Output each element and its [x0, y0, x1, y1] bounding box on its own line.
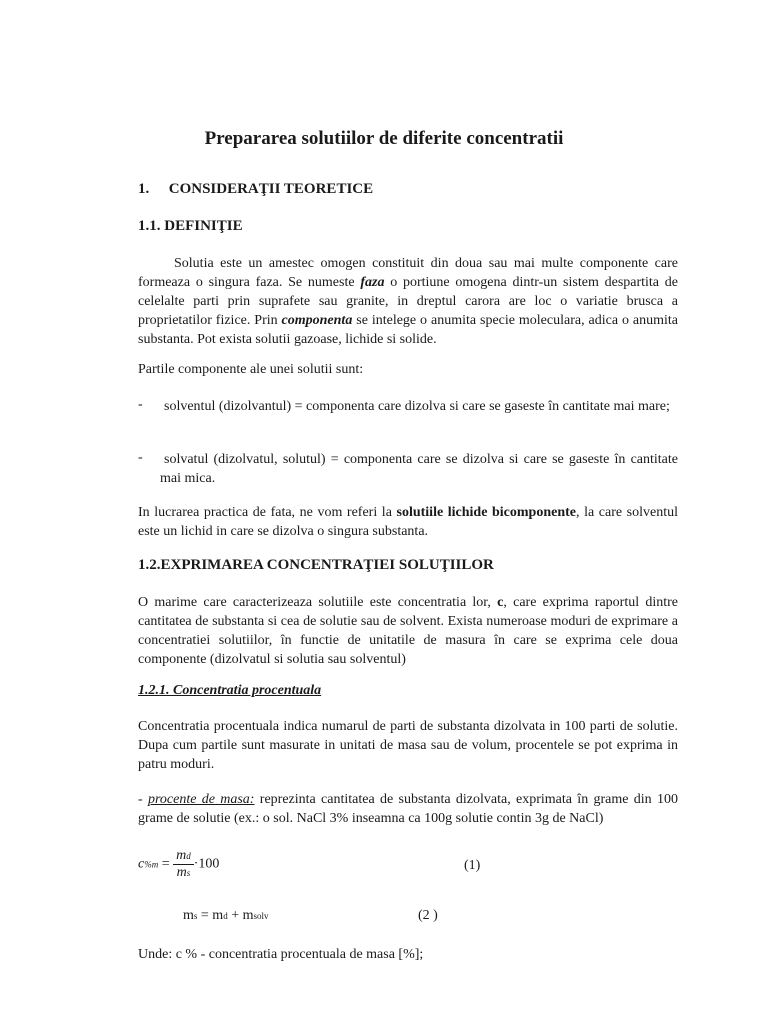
procente-masa-paragraph: - procente de masa: reprezinta cantitatea de substanta dizolvata, exprimata în grame din 100 grame de solutie (ex.: o sol. NaCl 3% inseamna ca 100g solutie contin 3g de NaCl) [138, 792, 678, 826]
section-label: CONSIDERAŢII TEORETICE [168, 181, 374, 197]
term-componenta: componenta [281, 313, 353, 328]
page-title: Prepararea solutiilor de diferite concentratii [204, 128, 564, 149]
symbol-c: c [497, 595, 504, 610]
list-item-dash: - [138, 397, 143, 412]
term-procente-masa: procente de masa: [147, 792, 255, 807]
section-heading-1 [138, 181, 373, 198]
section-number: 1. [138, 181, 150, 197]
formula-1: c%m = $\frac{md}{ms}$ ·100 [138, 848, 220, 880]
unde-line: Unde: c % - concentratia procentuala de masa [%]; [138, 947, 424, 962]
definition-paragraph: Solutia este un amestec omogen constituit din doua sau mai multe componente care formeaza o singura faza. Se numeste faza o portiune omogena dintr-un sistem despartita de celelalte parti prin suprafete sau granite, in dreptul carora are loc o variatie brusca a proprietatilor fizice. Prin componenta se intelege o anumita specie moleculara, adica o anumita substanta. Pot exista solutii gazoase, lichide si solide. [138, 256, 678, 347]
term-faza: faza [360, 275, 385, 290]
lucrarea-paragraph: In lucrarea practica de fata, ne vom referi la solutiile lichide bicomponente, la care solventul este un lichid in care se dizolva o singura substanta. [138, 505, 679, 539]
procentuala-paragraph: Concentratia procentuala indica numarul de parti de substanta dizolvata in 100 parti de solutie. Dupa cum partile sunt masurate in unitati de masa sau de volum, procentele se pot exprima in patru moduri. [138, 719, 678, 772]
formula-2-label: (2 ) [418, 908, 438, 923]
formula-1-label: (1) [464, 858, 481, 873]
list-item-solvat: solvatul (dizolvatul, solutul) = componenta care se dizolva si care se gaseste în cantitate mai mica. [160, 452, 678, 486]
concentration-paragraph: O marime care caracterizeaza solutiile este concentratia lor, c, care exprima raportul dintre cantitatea de substanta si cea de solutie sau de solvent. Exista numeroase moduri de exprimare a concentratiei solutiilor, în functie de unitatile de masura în care se exprima cele doua componente (dizolvatul si solutia sau solventul) [138, 595, 678, 667]
list-item-solvent: solventul (dizolvantul) = componenta care dizolva si care se gaseste în cantitate mai mare; [164, 399, 670, 414]
components-intro: Partile componente ale unei solutii sunt: [138, 362, 364, 377]
section-heading-1-1: 1.1. DEFINIŢIE [138, 218, 243, 234]
bold-term: solutiile lichide bicomponente [396, 505, 577, 520]
section-heading-1-2: 1.2.EXPRIMAREA CONCENTRAŢIEI SOLUŢIILOR [138, 557, 494, 573]
fraction-md-ms: $\frac{md}{ms}$ [173, 848, 194, 881]
list-item-dash: - [138, 450, 143, 465]
section-heading-1-2-1: 1.2.1. Concentratia procentuala [138, 683, 322, 698]
formula-2: ms = md + msolv [183, 908, 269, 923]
